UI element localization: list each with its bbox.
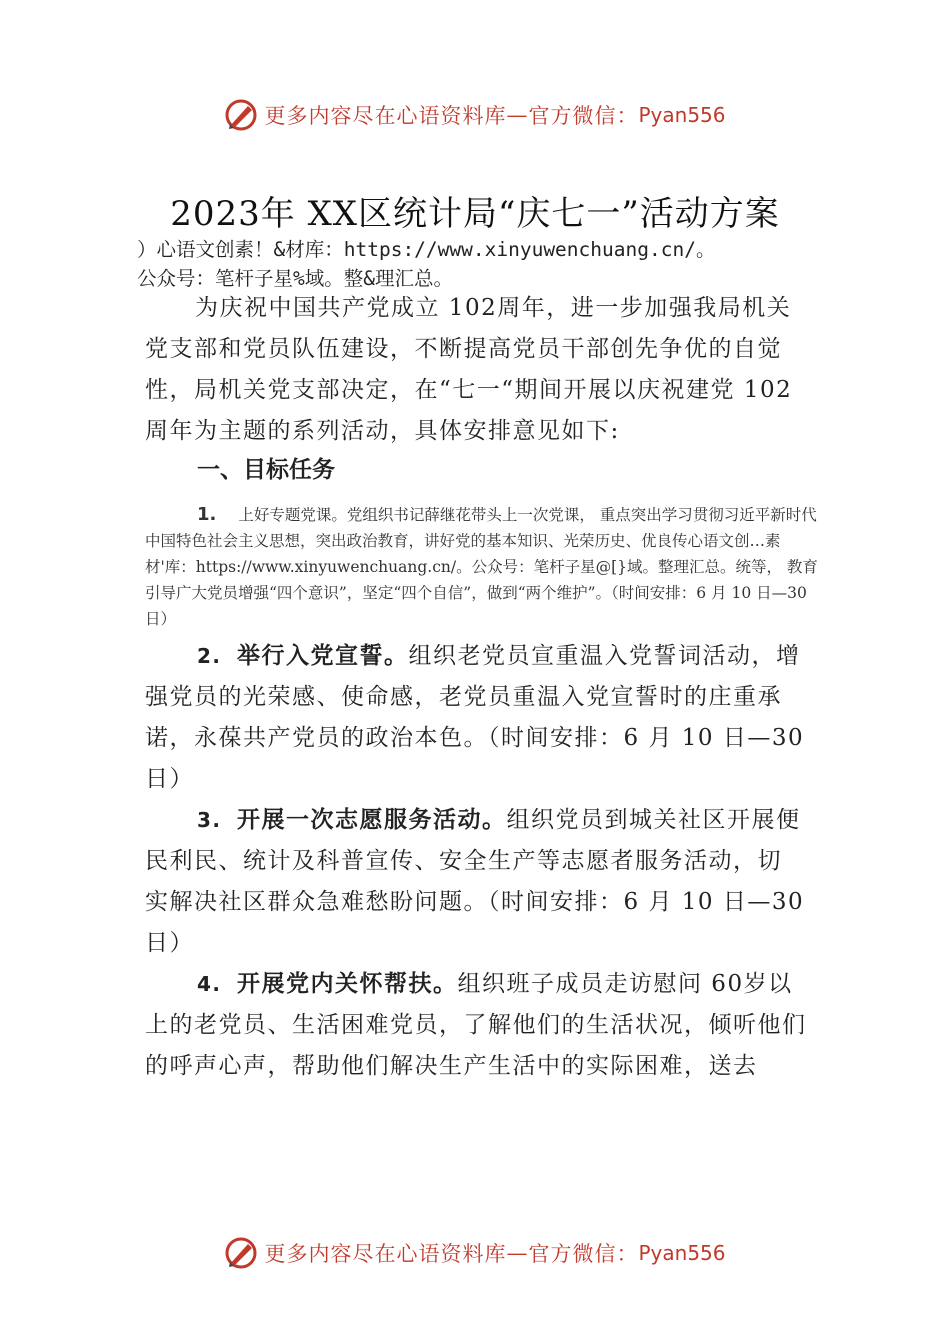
watermark-wechat-id: Pyan556 — [638, 103, 726, 127]
watermark-separator: — — [506, 1241, 529, 1265]
watermark-wechat-id: Pyan556 — [638, 1241, 726, 1265]
section-heading: 一、目标任务 — [197, 457, 335, 483]
watermark-text: 更多内容尽在心语资料库 — [264, 104, 507, 128]
source-line-2: 公众号：笔杆子星%域。整&理汇总。 — [137, 267, 453, 290]
watermark-separator: — — [506, 103, 529, 127]
item-2-body: 组织老党员宣重温入党誓词活动，增强党员的光荣感、使命感，老党员重温入党宣誓时的庄重承诺，永葆共产党员的政治本色。（时间安排：6 月 10 日—30 日） — [145, 643, 805, 792]
watermark-wechat-label: 官方微信： — [528, 1242, 639, 1266]
item-2-number: 2. — [197, 644, 222, 668]
pen-logo-icon — [224, 1236, 258, 1270]
source-line-1: ）心语文创素！&材库：https://www.xinyuwenchuang.cn/。 — [137, 238, 716, 261]
item-1-number: 1. — [197, 504, 217, 525]
list-item-2 — [145, 636, 815, 800]
item-3-number: 3. — [197, 808, 222, 832]
item-4-number: 4. — [197, 972, 222, 996]
watermark-text: 更多内容尽在心语资料库 — [264, 1242, 507, 1266]
item-4-title: 开展党内关怀帮扶。 — [237, 971, 458, 997]
watermark-wechat-label: 官方微信： — [528, 104, 639, 128]
list-item-3 — [145, 800, 815, 964]
list-item-4 — [145, 964, 815, 1087]
document-title: 2023年 XX区统计局“庆七一”活动方案 — [170, 194, 780, 234]
pen-logo-icon — [224, 98, 258, 132]
item-2-title: 举行入党宣誓。 — [237, 643, 409, 669]
list-item-1 — [145, 502, 825, 632]
intro-paragraph — [145, 288, 815, 452]
intro-text: 为庆祝中国共产党成立 102周年，进一步加强我局机关党支部和党员队伍建设，不断提高党员干部创先争优的自觉性，局机关党支部决定，在“七一“期间开展以庆祝建党 102周年为主题的系列活动，具体安排意见如下: — [145, 295, 793, 444]
item-3-body: 组织党员到城关社区开展便民利民、统计及科普宣传、安全生产等志愿者服务活动，切 实解决社区群众急难愁盼问题。（时间安排：6 月 10 日—30 日） — [145, 807, 805, 956]
watermark-banner-bottom — [0, 1231, 950, 1275]
watermark-banner-top — [0, 93, 950, 137]
item-3-title: 开展一次志愿服务活动。 — [237, 807, 507, 833]
item-1-body: 上好专题党课。党组织书记薛继花带头上一次党课， 重点突出学习贯彻习近平新时代中国特色社会主义思想，突出政治教育，讲好党的基本知识、光荣历史、优良传心语文创…素材'库：https://www.xinyuwenchuang.cn/。公众号：笔杆子星@[}域。整理汇总。统等， 教育引导广大党员增强“四个意识”，坚定“四个自信”，做到“两个维护”。（时间安排：6 月 10 日—30 日） — [145, 506, 818, 628]
item-4-body: 组织班子成员走访慰问 60岁以上的老党员、生活困难党员，了解他们的生活状况，倾听他们的呼声心声，帮助他们解决生产生活中的实际困难，送去 — [145, 971, 807, 1079]
